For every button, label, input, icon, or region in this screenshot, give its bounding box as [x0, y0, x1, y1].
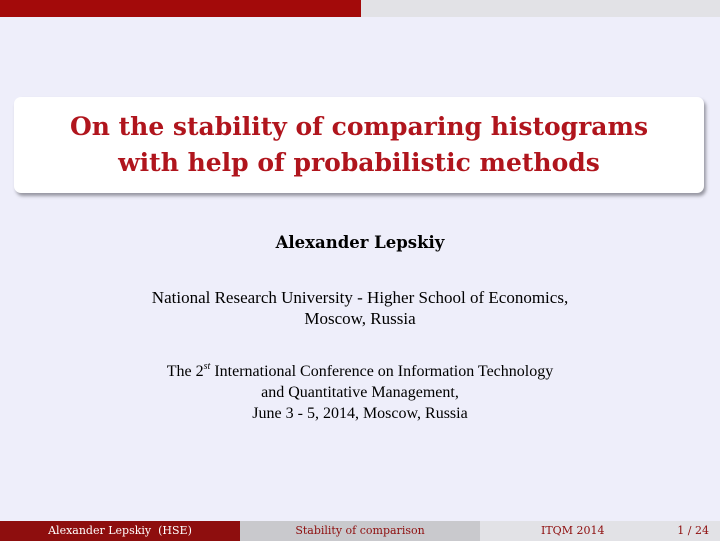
conference-line-3: June 3 - 5, 2014, Moscow, Russia	[252, 405, 468, 422]
institute-line-2: Moscow, Russia	[304, 309, 416, 328]
conference-line-2: and Quantitative Management,	[261, 384, 459, 401]
conference-info	[0, 361, 720, 424]
top-bar-empty-segment	[361, 0, 720, 17]
title-line-1: On the stability of comparing histograms	[69, 112, 649, 141]
footer-author: Alexander Lepskiy (HSE)	[0, 521, 240, 541]
institute	[0, 287, 720, 329]
top-bar-filled-segment	[0, 0, 361, 17]
footer-right-section	[480, 521, 720, 541]
conference-line-1	[0, 361, 720, 382]
conference-prefix: The 2	[166, 363, 204, 380]
footer-conference: ITQM 2014	[541, 524, 605, 537]
title-block	[14, 97, 704, 193]
footer-bar	[0, 521, 720, 541]
top-progress-bar	[0, 0, 720, 17]
author-name: Alexander Lepskiy	[275, 233, 445, 252]
conference-name: International Conference on Information Technology	[210, 363, 554, 380]
title-line-2: with help of probabilistic methods	[118, 148, 600, 177]
footer-short-title: Stability of comparison	[240, 521, 480, 541]
institute-line-1: National Research University - Higher School of Economics,	[151, 288, 569, 307]
page-number: 1 / 24	[677, 524, 709, 537]
conference-ordinal-superscript: st	[203, 361, 211, 372]
